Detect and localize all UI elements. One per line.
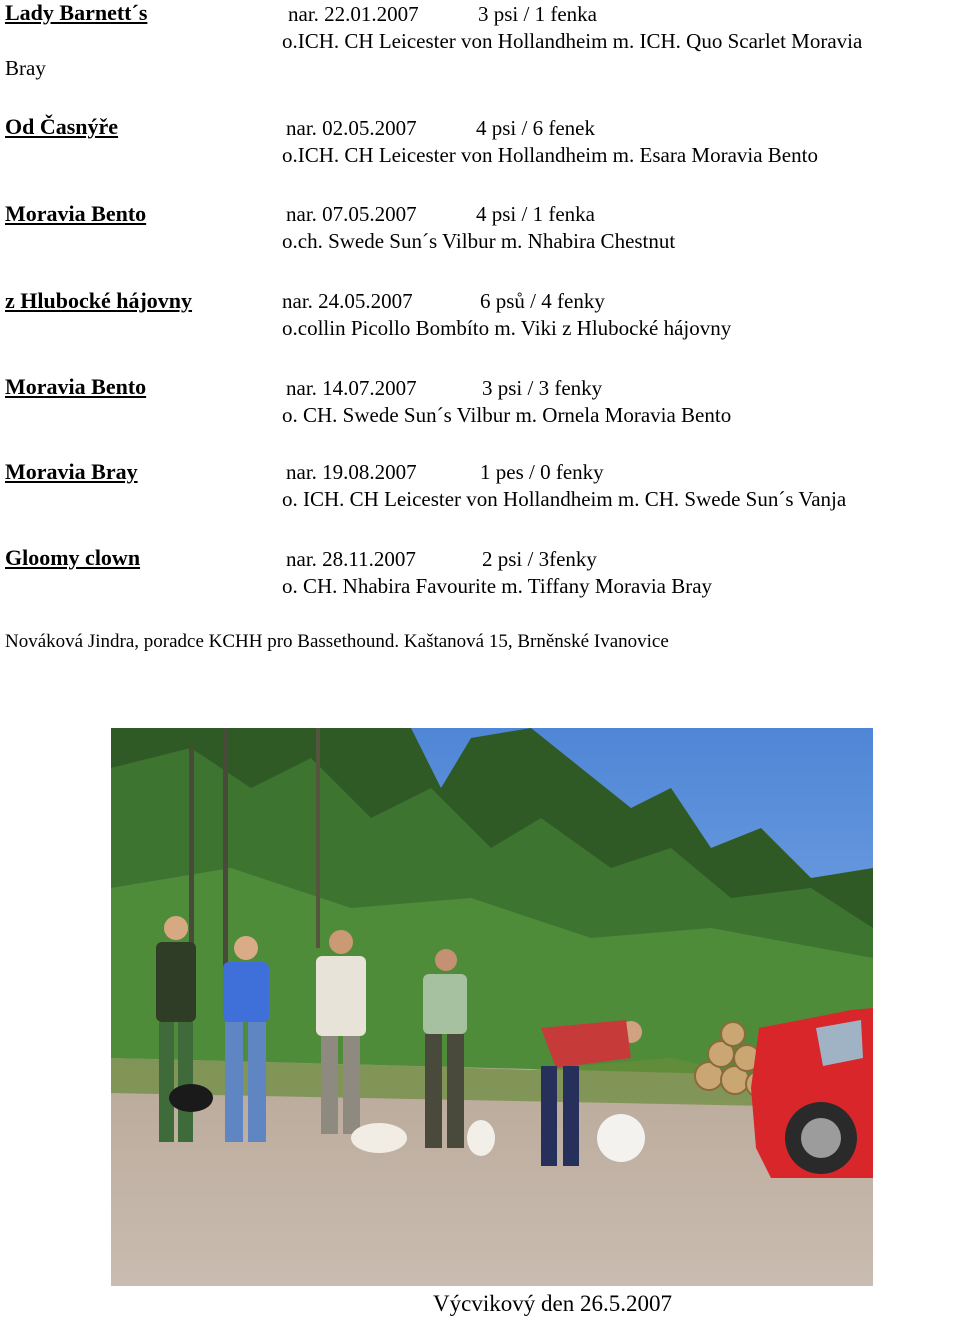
puppy-count: 6 psů / 4 fenky <box>480 289 605 313</box>
photo-illustration <box>111 728 873 1286</box>
kennel-name: Moravia Bray <box>5 459 138 484</box>
parents: o.ICH. CH Leicester von Hollandheim m. ICH. Quo Scarlet Moravia <box>282 29 863 53</box>
parents: o. ICH. CH Leicester von Hollandheim m. CH. Swede Sun´s Vanja <box>282 487 847 511</box>
puppy-count: 4 psi / 1 fenka <box>476 202 595 226</box>
birth-date: nar. 07.05.2007 <box>286 202 417 226</box>
contact-line: Nováková Jindra, poradce KCHH pro Bassethound. Kaštanová 15, Brněnské Ivanovice <box>5 631 669 652</box>
kennel-name: Od Časnýře <box>5 114 119 139</box>
parents: o. CH. Swede Sun´s Vilbur m. Ornela Moravia Bento <box>282 403 732 427</box>
birth-date: nar. 24.05.2007 <box>282 289 413 313</box>
birth-date: nar. 14.07.2007 <box>286 376 417 400</box>
puppy-count: 1 pes / 0 fenky <box>480 460 604 484</box>
puppy-count: 3 psi / 3 fenky <box>482 376 603 400</box>
kennel-name: z Hlubocké hájovny <box>5 288 193 313</box>
parents: o.ch. Swede Sun´s Vilbur m. Nhabira Chestnut <box>282 229 676 253</box>
puppy-count: 3 psi / 1 fenka <box>478 2 597 26</box>
parents: o.ICH. CH Leicester von Hollandheim m. Esara Moravia Bento <box>282 143 818 167</box>
parents-continued: Bray <box>5 56 46 80</box>
parents: o.collin Picollo Bombíto m. Viki z Hlubocké hájovny <box>282 316 732 340</box>
puppy-count: 4 psi / 6 fenek <box>476 116 595 140</box>
kennel-name: Gloomy clown <box>5 545 141 570</box>
birth-date: nar. 22.01.2007 <box>288 2 419 26</box>
group-photo <box>111 728 873 1286</box>
kennel-name: Moravia Bento <box>5 374 147 399</box>
photo-caption: Výcvikový den 26.5.2007 <box>433 1291 672 1316</box>
kennel-name: Moravia Bento <box>5 201 147 226</box>
birth-date: nar. 19.08.2007 <box>286 460 417 484</box>
birth-date: nar. 02.05.2007 <box>286 116 417 140</box>
birth-date: nar. 28.11.2007 <box>286 547 416 571</box>
kennel-name: Lady Barnett´s <box>5 0 148 25</box>
parents: o. CH. Nhabira Favourite m. Tiffany Moravia Bray <box>282 574 713 598</box>
puppy-count: 2 psi / 3fenky <box>482 547 597 571</box>
